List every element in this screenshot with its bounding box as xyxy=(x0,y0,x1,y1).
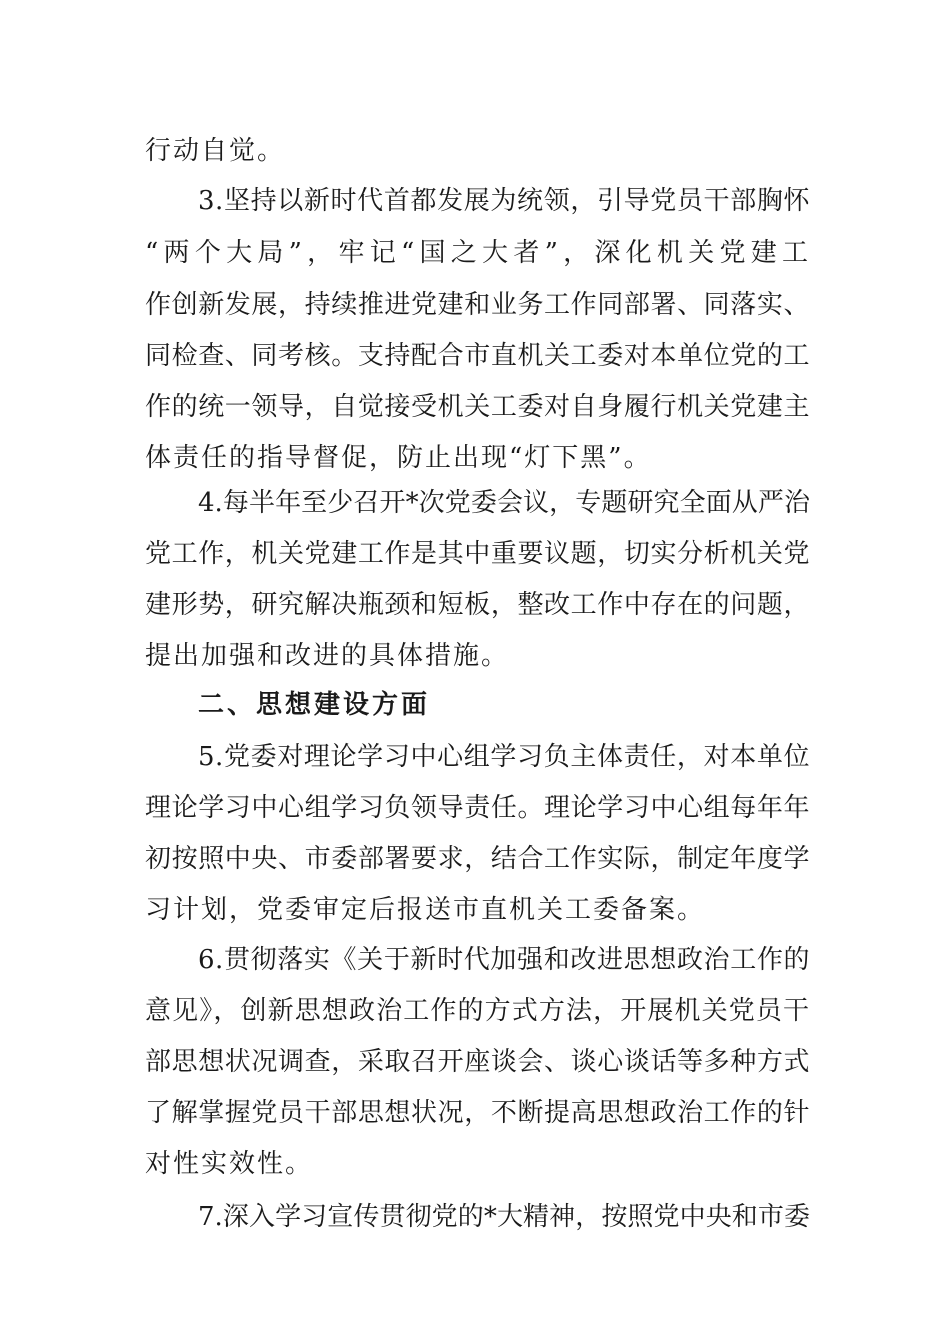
paragraph-4-line-2: 党工作，机关党建工作是其中重要议题，切实分析机关党 xyxy=(145,539,810,569)
paragraph-6-line-3: 部思想状况调查，采取召开座谈会、谈心谈话等多种方式 xyxy=(145,1047,810,1077)
section-heading: 二、思想建设方面 xyxy=(198,690,431,720)
paragraph-3-line-5: 作的统一领导，自觉接受机关工委对自身履行机关党建主 xyxy=(145,392,810,422)
paragraph-4-line-3: 建形势，研究解决瓶颈和短板，整改工作中存在的问题， xyxy=(145,590,810,620)
paragraph-4-line-1: 4.每半年至少召开*次党委会议，专题研究全面从严治 xyxy=(198,488,810,518)
paragraph-6-line-4: 了解掌握党员干部思想状况，不断提高思想政治工作的针 xyxy=(145,1098,810,1128)
paragraph-5-line-2: 理论学习中心组学习负领导责任。理论学习中心组每年年 xyxy=(145,793,810,823)
paragraph-3-line-3: 作创新发展，持续推进党建和业务工作同部署、同落实、 xyxy=(145,290,810,320)
paragraph-3-line-2: “两个大局”，牢记“国之大者”，深化机关党建工 xyxy=(145,238,810,268)
paragraph-3-line-4: 同检查、同考核。支持配合市直机关工委对本单位党的工 xyxy=(145,341,810,371)
paragraph-6-line-5: 对性实效性。 xyxy=(145,1149,314,1179)
paragraph-3-line-6: 体责任的指导督促，防止出现“灯下黑”。 xyxy=(145,443,652,473)
paragraph-3-line-1: 3.坚持以新时代首都发展为统领，引导党员干部胸怀 xyxy=(198,186,810,216)
paragraph-6-line-2: 意见》，创新思想政治工作的方式方法，开展机关党员干 xyxy=(145,996,810,1026)
paragraph-5-line-1: 5.党委对理论学习中心组学习负主体责任，对本单位 xyxy=(198,742,810,772)
paragraph-6-line-1: 6.贯彻落实《关于新时代加强和改进思想政治工作的 xyxy=(198,945,810,975)
paragraph-5-line-3: 初按照中央、市委部署要求，结合工作实际，制定年度学 xyxy=(145,844,810,874)
paragraph-7-line-1: 7.深入学习宣传贯彻党的*大精神，按照党中央和市委 xyxy=(198,1202,810,1232)
paragraph-4-line-4: 提出加强和改进的具体措施。 xyxy=(145,641,510,671)
text-line-1: 行动自觉。 xyxy=(145,136,286,166)
paragraph-5-line-4: 习计划，党委审定后报送市直机关工委备案。 xyxy=(145,895,706,925)
